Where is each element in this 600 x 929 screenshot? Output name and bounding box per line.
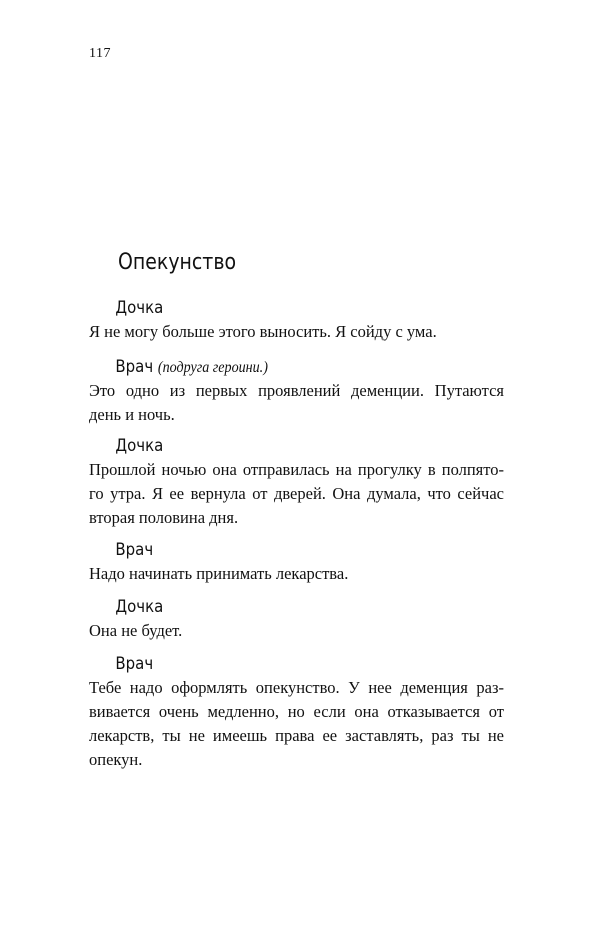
dialogue-line: лекарств, ты не имеешь права ее заставлять, раз ты не <box>89 726 504 745</box>
dialogue-line: Это одно из первых проявлений деменции. Путаются <box>89 381 504 400</box>
speaker-name: Врач <box>115 357 154 377</box>
stage-note: (подруга героини.) <box>157 359 268 376</box>
dialogue-block <box>89 434 504 530</box>
dialogue-line: го утра. Я ее вернула от дверей. Она думала, что сейчас <box>89 484 504 503</box>
page-number: 117 <box>89 46 111 61</box>
dialogue-line: Надо начинать принимать лекарства. <box>89 564 349 583</box>
dialogue-line: Я не могу больше этого выносить. Я сойду с ума. <box>89 322 437 341</box>
dialogue-block <box>89 355 504 427</box>
dialogue-block <box>89 538 504 586</box>
dialogue-line: Она не будет. <box>89 621 183 640</box>
speaker-name: Дочка <box>115 436 164 456</box>
speaker-name: Врач <box>115 654 154 674</box>
dialogue-line: вивается очень медленно, но если она отказывается от <box>89 702 504 721</box>
dialogue-line: Тебе надо оформлять опекунство. У нее деменция раз- <box>89 678 504 697</box>
dialogue-line: Прошлой ночью она отправилась на прогулку в полпято- <box>89 460 504 479</box>
section-title: Опекунство <box>118 250 237 275</box>
dialogue-line: вторая половина дня. <box>89 508 239 527</box>
dialogue-block <box>89 595 504 643</box>
dialogue-block <box>89 652 504 772</box>
dialogue-line: опекун. <box>89 750 143 769</box>
speaker-line <box>89 355 454 379</box>
dialogue-line: день и ночь. <box>89 405 175 424</box>
speaker-name: Дочка <box>115 597 164 617</box>
speaker-name: Врач <box>115 540 154 560</box>
dialogue-block <box>89 296 504 344</box>
speaker-name: Дочка <box>115 298 164 318</box>
